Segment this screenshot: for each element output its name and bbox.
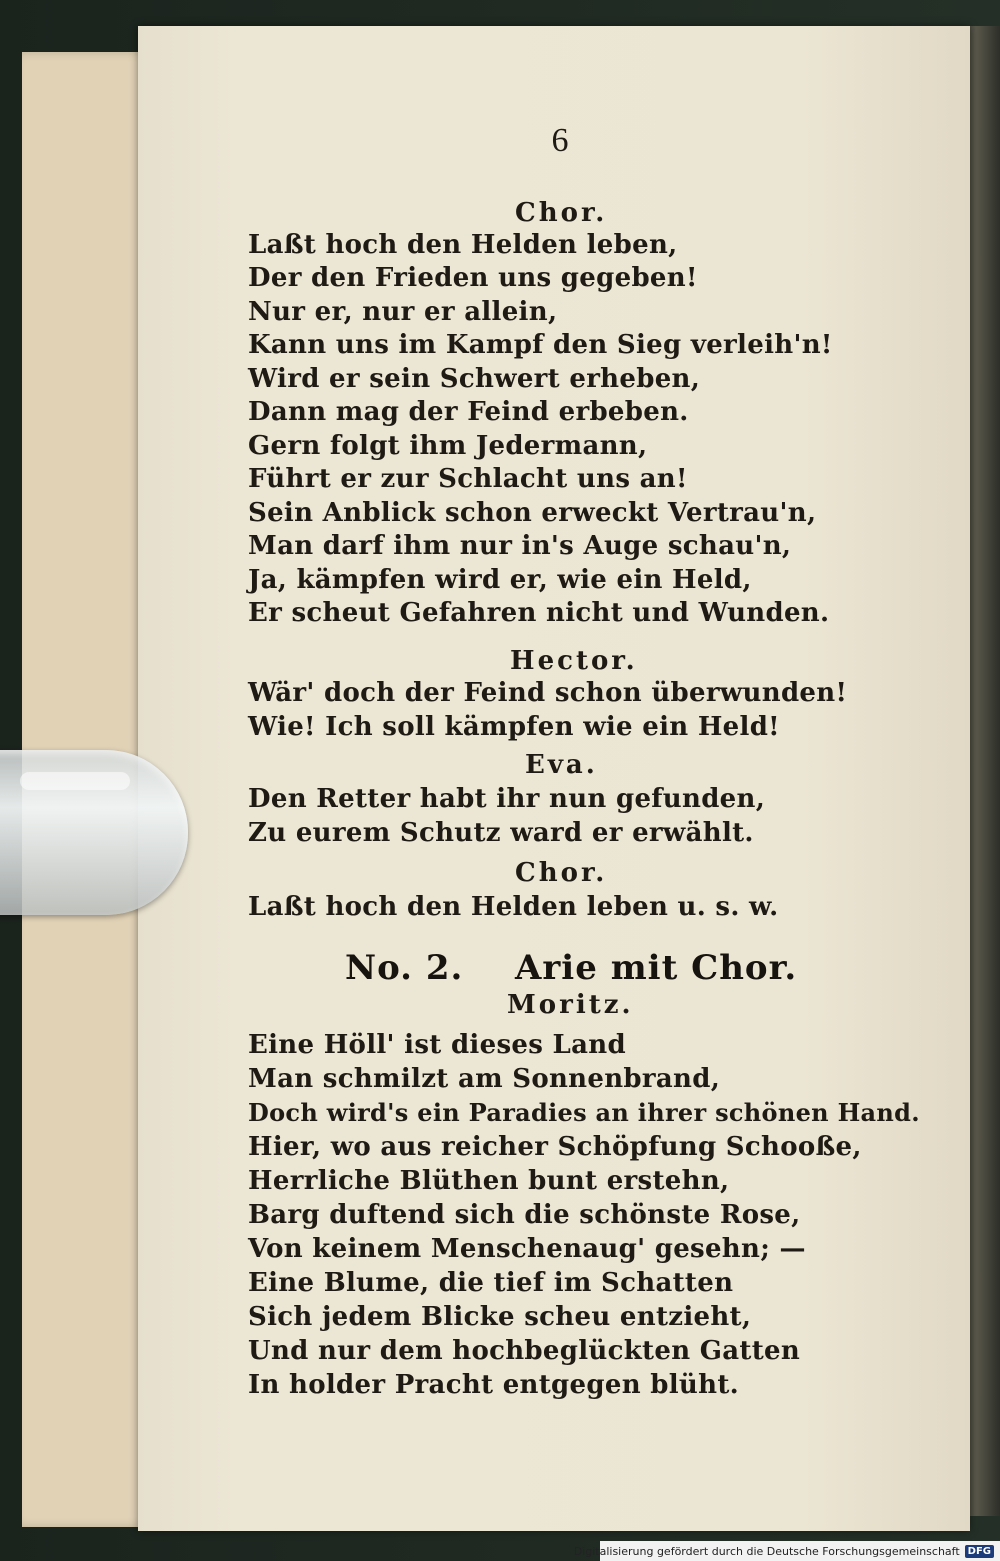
verse-line: Von keinem Menschenaug' gesehn; — <box>248 1234 806 1264</box>
verse-line: Doch wird's ein Paradies an ihrer schönen Hand. <box>248 1098 920 1127</box>
speaker-label-eva: Eva. <box>525 750 598 780</box>
verse-line: Dann mag der Feind erbeben. <box>248 397 689 427</box>
verse-line: Eine Blume, die tief im Schatten <box>248 1268 734 1298</box>
verse-line: Gern folgt ihm Jedermann, <box>248 431 648 461</box>
speaker-label-chor-reprise: Chor. <box>515 858 608 888</box>
verse-line: Zu eurem Schutz ward er erwählt. <box>248 818 754 848</box>
verse-line: Wär' doch der Feind schon überwunden! <box>248 678 848 708</box>
verse-line: Hier, wo aus reicher Schöpfung Schooße, <box>248 1132 862 1162</box>
verse-line: Er scheut Gefahren nicht und Wunden. <box>248 598 830 628</box>
verse-line: In holder Pracht entgegen blüht. <box>248 1370 739 1400</box>
verse-line: Ja, kämpfen wird er, wie ein Held, <box>248 565 752 595</box>
verse-line: Man schmilzt am Sonnenbrand, <box>248 1064 721 1094</box>
clip-highlight <box>20 772 130 790</box>
speaker-label-moritz: Moritz. <box>507 990 634 1020</box>
verse-line: Der den Frieden uns gegeben! <box>248 263 698 293</box>
verse-line: Laßt hoch den Helden leben u. s. w. <box>248 892 779 922</box>
speaker-label-hector: Hector. <box>510 646 638 676</box>
number-heading-title: Arie mit Chor. <box>515 948 798 988</box>
number-heading <box>345 948 797 988</box>
digitization-footer <box>573 1541 1000 1561</box>
verse-line: Wie! Ich soll kämpfen wie ein Held! <box>248 712 780 742</box>
number-heading-number: No. 2. <box>345 948 464 988</box>
verse-line: Herrliche Blüthen bunt erstehn, <box>248 1166 730 1196</box>
verse-line: Sich jedem Blicke scheu entzieht, <box>248 1302 752 1332</box>
page-holder-clip <box>0 750 188 915</box>
verse-line: Führt er zur Schlacht uns an! <box>248 464 688 494</box>
footer-credit-text: Digitalisierung gefördert durch die Deutsche Forschungsgemeinschaft <box>573 1544 960 1558</box>
verse-line: Den Retter habt ihr nun gefunden, <box>248 784 766 814</box>
verse-line: Und nur dem hochbeglückten Gatten <box>248 1336 801 1366</box>
verse-line: Laßt hoch den Helden leben, <box>248 230 678 260</box>
verse-line: Man darf ihm nur in's Auge schau'n, <box>248 531 792 561</box>
speaker-label-chor: Chor. <box>515 198 608 228</box>
verse-line: Kann uns im Kampf den Sieg verleih'n! <box>248 330 833 360</box>
dfg-logo: DFG <box>965 1545 994 1558</box>
verse-line: Wird er sein Schwert erheben, <box>248 364 701 394</box>
verse-line: Eine Höll' ist dieses Land <box>248 1030 626 1060</box>
verse-line: Nur er, nur er allein, <box>248 297 558 327</box>
verse-line: Sein Anblick schon erweckt Vertrau'n, <box>248 498 817 528</box>
page-number: 6 <box>551 122 569 159</box>
verse-line: Barg duftend sich die schönste Rose, <box>248 1200 801 1230</box>
